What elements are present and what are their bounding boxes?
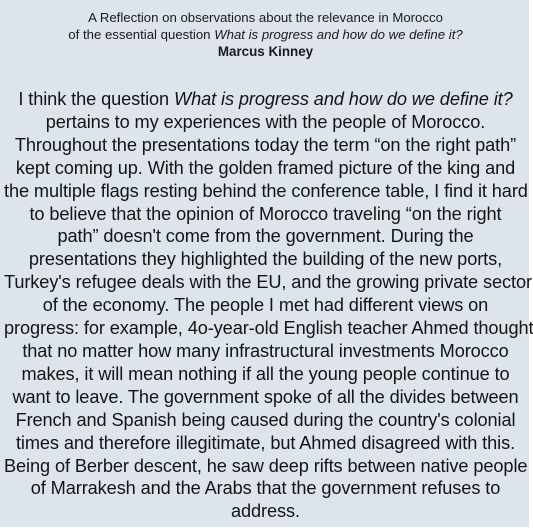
header-title-line-1: A Reflection on observations about the relevance in Morocco	[88, 10, 443, 25]
header-title-line-2	[0, 26, 531, 43]
reflection-body	[4, 88, 533, 523]
body-line: progress: for example, 4o-year-old English teacher Ahmed thought	[4, 318, 533, 339]
body-line: that no matter how many infrastructural investments Morocco	[22, 340, 509, 361]
body-line: times and therefore illegitimate, but Ahmed disagreed with this.	[15, 432, 516, 453]
body-line: presentations they highlighted the building of the new ports,	[28, 249, 503, 270]
body-line: want to leave. The government spoke of all the divides between	[12, 386, 519, 407]
body-line: of the economy. The people I met had different views on	[42, 295, 489, 316]
body-line: French and Spanish being caused during the country's colonial	[15, 409, 516, 430]
header-title-prefix: of the essential question	[68, 27, 215, 42]
body-line: to believe that the opinion of Morocco traveling “on the right	[29, 203, 502, 224]
document-header	[0, 9, 531, 60]
body-line	[4, 88, 527, 111]
body-line: makes, it will mean nothing if all the young people continue to	[21, 363, 510, 384]
body-line: path” doesn't come from the government. During the	[57, 226, 474, 247]
header-essential-question: What is progress and how do we define it?	[214, 27, 463, 42]
body-line: of Marrakesh and the Arabs that the government refuses to	[30, 478, 501, 499]
author-name: Marcus Kinney	[217, 44, 314, 59]
body-line: pertains to my experiences with the people of Morocco.	[45, 111, 486, 132]
body-line-prefix: I think the question	[18, 89, 174, 109]
body-line: Turkey's refugee deals with the EU, and the growing private sector	[4, 272, 532, 293]
body-line: kept coming up. With the golden framed picture of the king and	[15, 157, 516, 178]
body-essential-question: What is progress and how do we define it?	[174, 89, 513, 109]
body-line: address.	[231, 501, 300, 522]
body-line: Throughout the presentations today the term “on the right path”	[14, 134, 517, 155]
body-line: the multiple flags resting behind the conference table, I find it hard	[4, 180, 528, 201]
body-line: Being of Berber descent, he saw deep rifts between native people	[4, 455, 528, 476]
